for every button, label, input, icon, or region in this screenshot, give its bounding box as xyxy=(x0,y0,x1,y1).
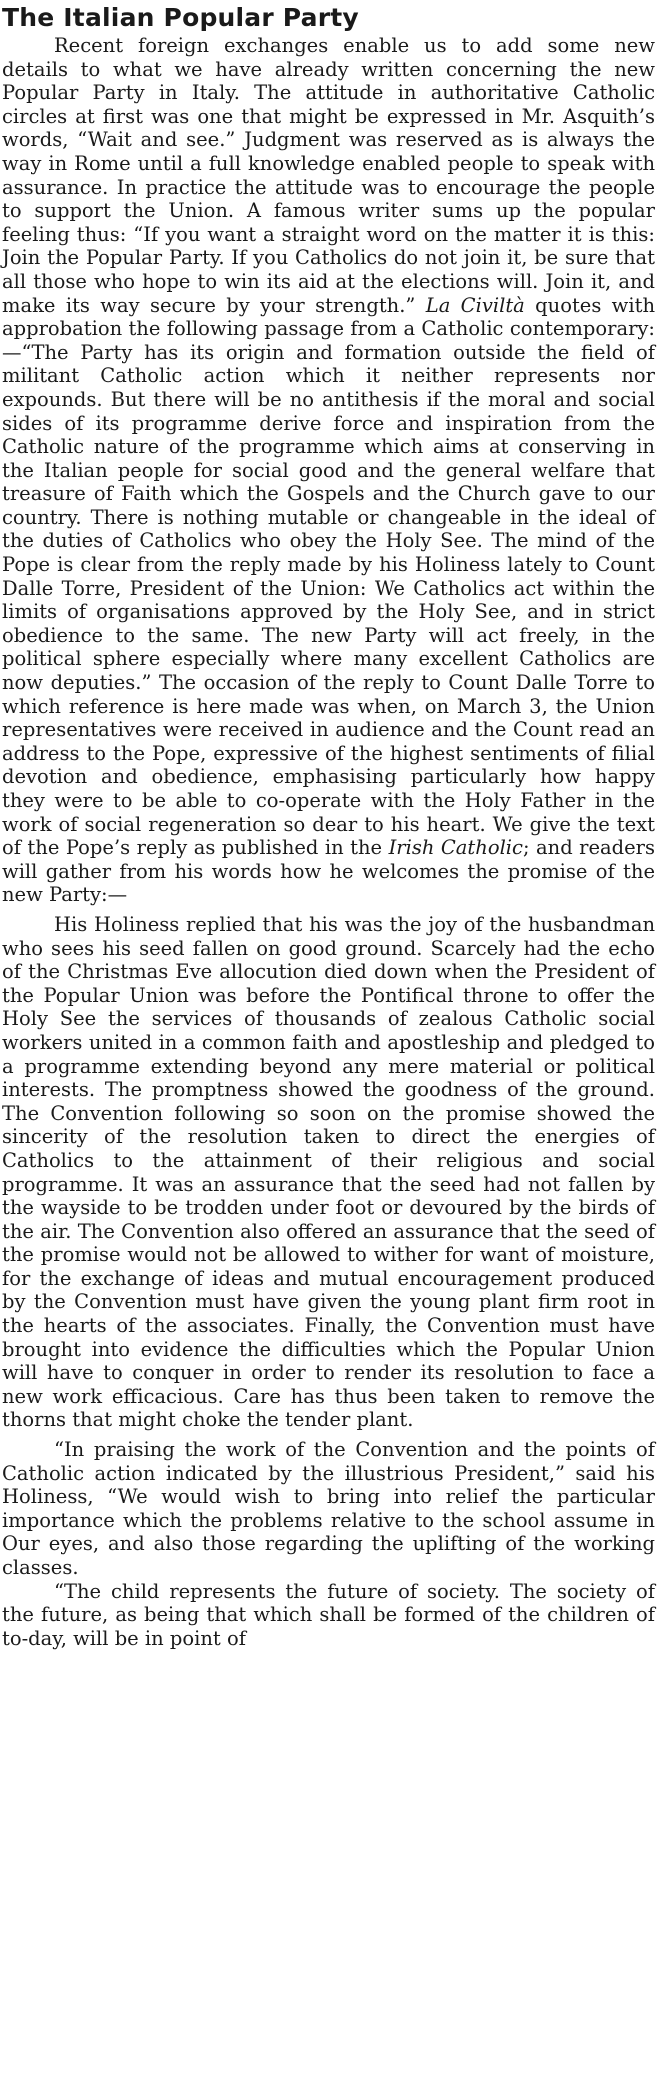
paragraph-4: “The child represents the future of society. The society of the future, as being that which shall be formed of the children of to-day, will be in point of xyxy=(2,1579,655,1650)
paragraph-1-text-c: ; and readers will gather from his words how he welcomes the promise of the new Party:— xyxy=(2,836,656,907)
publication-name-civilta: La Civiltà xyxy=(425,293,525,317)
paragraph-3: “In praising the work of the Convention and the points of Catholic action indicated by the illustrious President,” said his Holiness, “We would wish to bring into relief the particular importance which the problems relative to the school assume in Our eyes, and also those regarding the uplifting of the working classes. xyxy=(2,1438,655,1579)
paragraph-2: His Holiness replied that his was the joy of the husbandman who sees his seed fallen on good ground. Scarcely had the echo of the Christmas Eve allocution died down when the President of the Popular Union was before the Pontifical throne to offer the Holy See the services of thousands of zealous Catholic social workers united in a common faith and apostleship and pledged to a programme extending beyond any mere material or political interests. The promptness showed the goodness of the ground. The Convention following so soon on the promise showed the sincerity of the resolution taken to direct the energies of Catholics to the attainment of their religious and social programme. It was an assurance that the seed had not fallen by the wayside to be trodden under foot or devoured by the birds of the air. The Convention also offered an assurance that the seed of the promise would not be allowed to wither for want of moisture, for the exchange of ideas and mutual encouragement produced by the Convention must have given the young plant firm root in the hearts of the associates. Finally, the Convention must have brought into evidence the difficulties which the Popular Union will have to conquer in order to render its resolution to face a new work efficacious. Care has thus been taken to remove the thorns that might choke the tender plant. xyxy=(2,912,655,1432)
paragraph-1 xyxy=(2,34,655,907)
paragraph-1-text-b: quotes with approbation the following passage from a Catholic contemporary:—“The Party has its origin and formation outside the field of militant Catholic action which it neither represents nor expounds. But there will be no antithesis if the moral and social sides of its programme derive force and inspiration from the Catholic nature of the programme which aims at conserving in the Italian people for social good and the general welfare that treasure of Faith which the Gospels and the Church gave to our country. There is nothing mutable or changeable in the ideal of the duties of Catholics who obey the Holy See. The mind of the Pope is clear from the reply made by his Holiness lately to Count Dalle Torre, President of the Union: We Catholics act within the limits of organisations approved by the Holy See, and in strict obedience to the same. The new Party will act freely, in the political sphere especially where many excellent Catholics are now deputies.” The occasion of the reply to Count Dalle Torre to which reference is here made was when, on March 3, the Union representatives were received in audience and the Count read an address to the Pope, expressive of the highest sentiments of filial devotion and obedience, emphasising particularly how happy they were to be able to co-operate with the Holy Father in the work of social regeneration so dear to his heart. We give the text of the Pope’s reply as published in the xyxy=(2,293,656,860)
paragraph-1-text-a: Recent foreign exchanges enable us to add some new details to what we have already written concerning the new Popular Party in Italy. The attitude in authoritative Catholic circles at first was one that might be expressed in Mr. Asquith’s words, “Wait and see.” Judgment was reserved as is always the way in Rome until a full knowledge enabled people to speak with assurance. In practice the attitude was to encourage the people to support the Union. A famous writer sums up the popular feeling thus: “If you want a straight word on the matter it is this: Join the Popular Party. If you Catholics do not join it, be sure that all those who hope to win its aid at the elections will. Join it, and make its way secure by your strength.” xyxy=(2,34,655,317)
publication-name-irish-catholic: Irish Catholic xyxy=(388,836,523,860)
article-title: The Italian Popular Party xyxy=(2,3,359,32)
article-body xyxy=(2,34,655,1650)
